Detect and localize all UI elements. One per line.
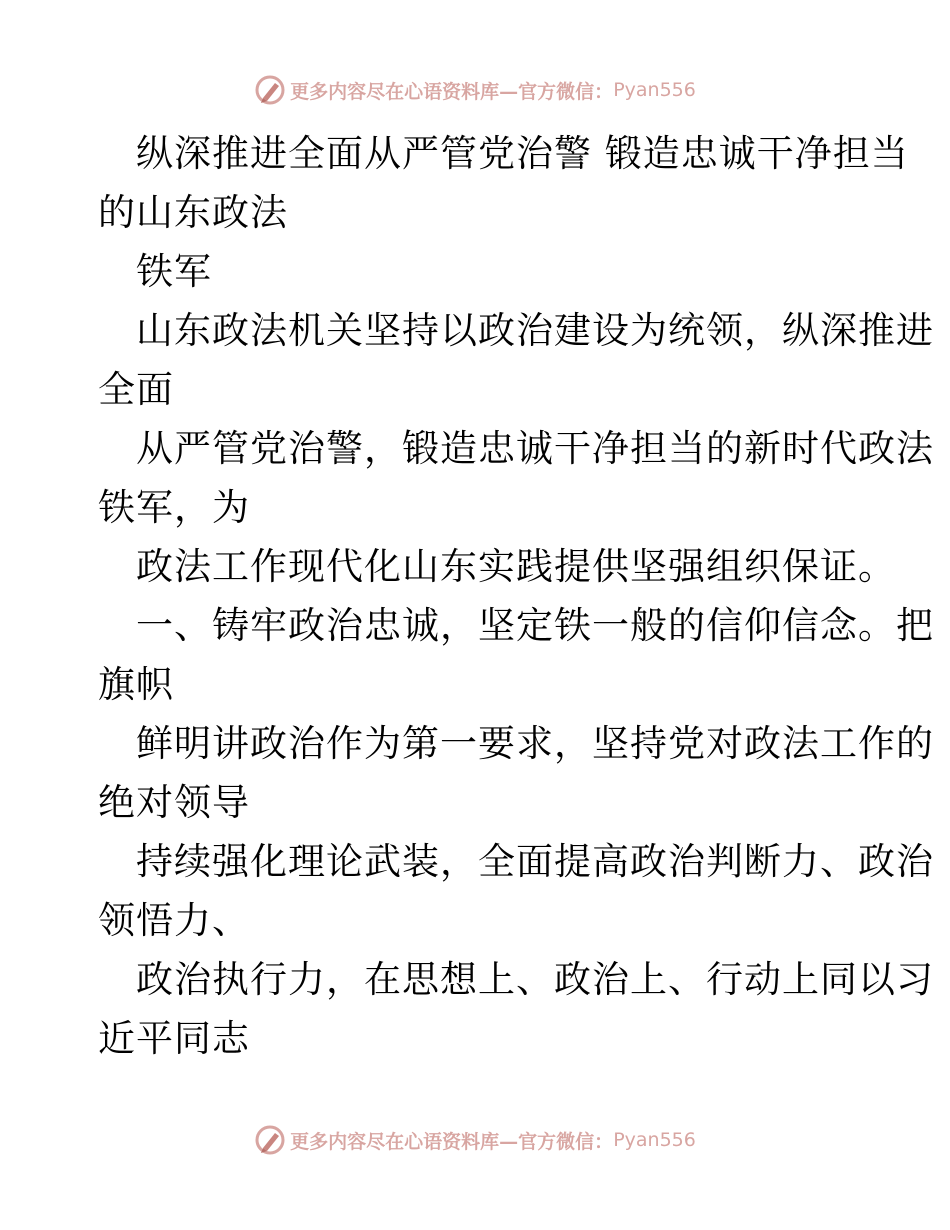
banner-wechat-label: 官方微信：: [518, 1130, 614, 1153]
title-line-1: 纵深推进全面从严管党治警 锻造忠诚干净担当: [136, 132, 909, 175]
paragraph-line: 绝对领导: [98, 781, 250, 824]
banner-main-text: 更多内容尽在心语资料库—: [290, 1130, 519, 1153]
pen-circle-logo-icon: [254, 1124, 286, 1156]
footer-watermark-banner: [0, 1120, 950, 1160]
title-line-2: 的山东政法: [98, 191, 288, 234]
pen-circle-logo-icon: [254, 74, 286, 106]
paragraph-line: 政法工作现代化山东实践提供坚强组织保证。: [136, 545, 896, 588]
paragraph-line: 山东政法机关坚持以政治建设为统领，纵深推进: [136, 309, 934, 352]
paragraph-line: 政治执行力，在思想上、政治上、行动上同以习: [136, 958, 934, 1001]
paragraph-line: 旗帜: [98, 663, 174, 706]
header-watermark-banner: [0, 70, 950, 110]
paragraph-line: 持续强化理论武装，全面提高政治判断力、政治: [136, 840, 934, 883]
document-body: [98, 124, 934, 1068]
banner-main-text: 更多内容尽在心语资料库—: [290, 80, 519, 103]
banner-wechat-label: 官方微信：: [518, 80, 614, 103]
banner-wechat-id: Pyan556: [613, 1129, 696, 1151]
paragraph-line: 近平同志: [98, 1017, 250, 1060]
paragraph-line: 从严管党治警，锻造忠诚干净担当的新时代政法: [136, 427, 934, 470]
paragraph-line: 领悟力、: [98, 899, 250, 942]
paragraph-line: 铁军，为: [98, 486, 250, 529]
paragraph-line: 一、铸牢政治忠诚，坚定铁一般的信仰信念。把: [136, 604, 934, 647]
paragraph-line: 全面: [98, 368, 174, 411]
title-line-3: 铁军: [136, 250, 212, 293]
banner-wechat-id: Pyan556: [613, 79, 696, 101]
paragraph-line: 鲜明讲政治作为第一要求，坚持党对政法工作的: [136, 722, 934, 765]
